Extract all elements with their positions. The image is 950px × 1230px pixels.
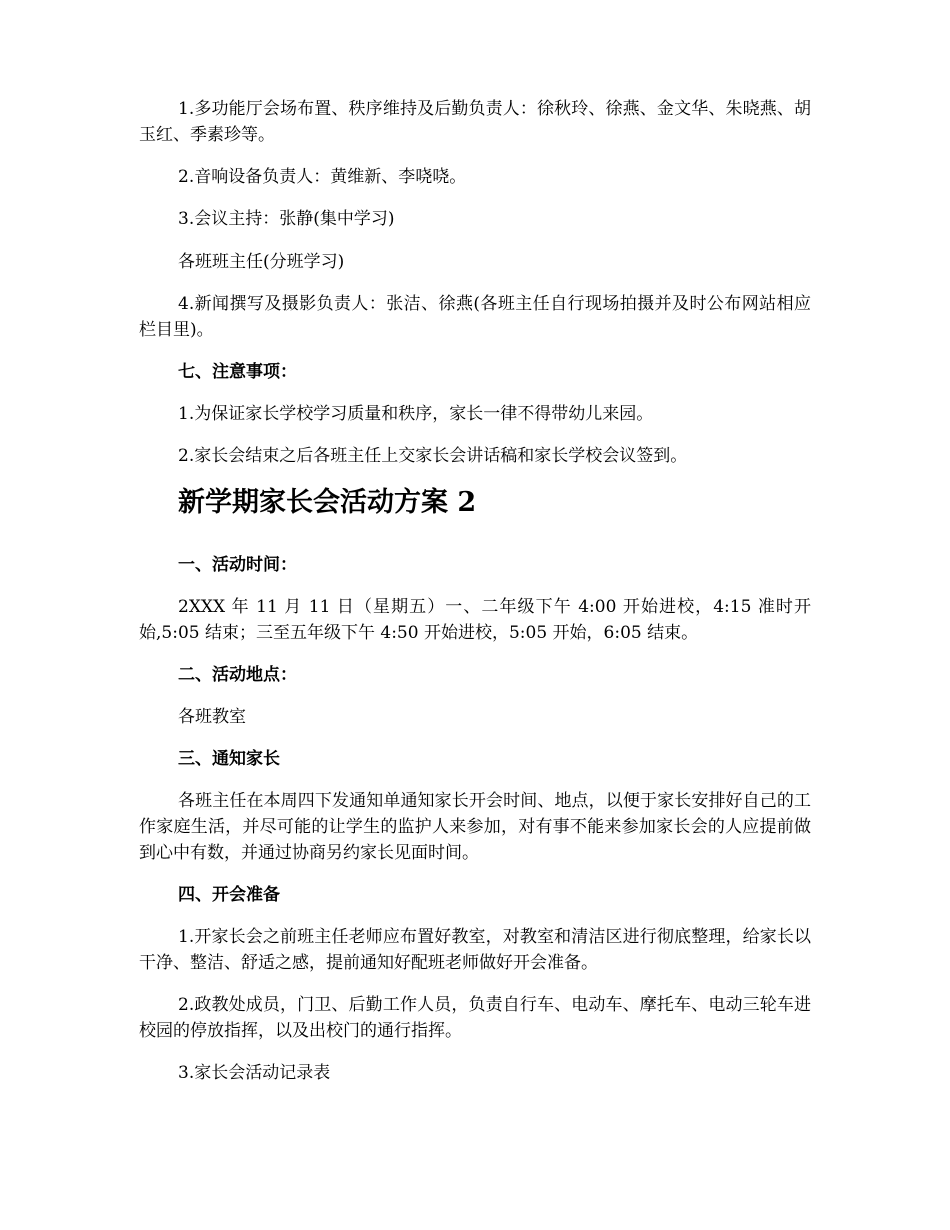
paragraph-news-staff: 4.新闻撰写及摄影负责人：张洁、徐燕(各班主任自行现场拍摄并及时公布网站相应栏目里)。: [139, 294, 811, 340]
paragraph-prep-2: 2.政教处成员，门卫、后勤工作人员，负责自行车、电动车、摩托车、电动三轮车进校园的停放指挥，以及出校门的通行指挥。: [139, 995, 811, 1041]
paragraph-prep-3: 3.家长会活动记录表: [178, 1063, 331, 1083]
section-heading-prep: 四、开会准备: [178, 885, 280, 905]
paragraph-note-1: 1.为保证家长学校学习质量和秩序，家长一律不得带幼儿来园。: [178, 404, 654, 424]
paragraph-venue-staff: 1.多功能厅会场布置、秩序维持及后勤负责人：徐秋玲、徐燕、金文华、朱晓燕、胡玉红、季素珍等。: [139, 99, 811, 145]
document-title-2: 新学期家长会活动方案 2: [178, 487, 477, 518]
paragraph-time: 2XXX 年 11 月 11 日（星期五）一、二年级下午 4:00 开始进校，4:15 准时开始,5:05 结束；三至五年级下午 4:50 开始进校，5:05 开始，6:05 结束。: [139, 597, 811, 643]
paragraph-place: 各班教室: [178, 707, 246, 727]
paragraph-audio-staff: 2.音响设备负责人：黄维新、李哓哓。: [178, 167, 467, 187]
paragraph-note-2: 2.家长会结束之后各班主任上交家长会讲话稿和家长学校会议签到。: [178, 446, 688, 466]
section-heading-time: 一、活动时间：: [178, 555, 297, 575]
section-heading-notify: 三、通知家长: [178, 749, 280, 769]
paragraph-class-teachers: 各班班主任(分班学习): [178, 252, 345, 272]
paragraph-host: 3.会议主持：张静(集中学习): [178, 209, 395, 229]
section-heading-notes: 七、注意事项：: [178, 362, 297, 382]
paragraph-prep-1: 1.开家长会之前班主任老师应布置好教室，对教室和清洁区进行彻底整理，给家长以干净、整洁、舒适之感，提前通知好配班老师做好开会准备。: [139, 927, 811, 973]
paragraph-notify: 各班主任在本周四下发通知单通知家长开会时间、地点，以便于家长安排好自己的工作家庭生活，并尽可能的让学生的监护人来参加，对有事不能来参加家长会的人应提前做到心中有数，并通过协商另约家长见面时间。: [139, 791, 811, 863]
section-heading-place: 二、活动地点：: [178, 665, 297, 685]
